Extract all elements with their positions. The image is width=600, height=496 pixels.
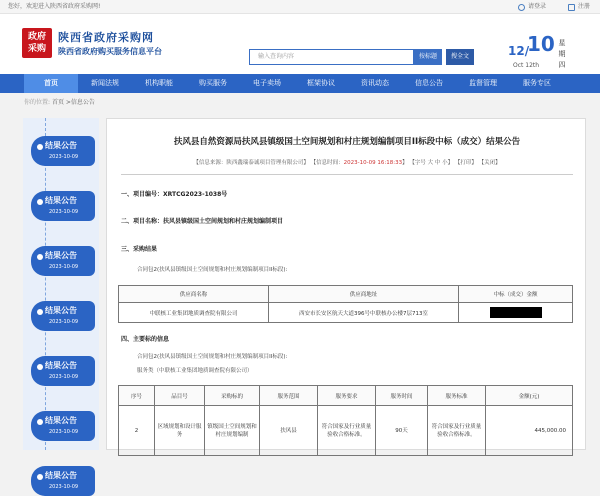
cell-award-amount [459, 303, 573, 323]
timeline-date: 2023-10-09 [49, 319, 79, 325]
timeline-item[interactable] [31, 466, 95, 496]
welcome-text: 您好，欢迎进入陕西省政府采购网! [8, 3, 101, 10]
main-nav [0, 74, 600, 93]
nav-announcements[interactable]: 信息公告 [415, 79, 443, 87]
cell-supplier-address: 西安市长安区航天大道396号中联核办公楼7层713室 [269, 303, 459, 323]
timeline-item[interactable] [31, 411, 95, 441]
nav-framework[interactable]: 框架协议 [307, 79, 335, 87]
register-link[interactable]: 注册 [568, 0, 590, 14]
timeline-label: 结果公告 [45, 196, 77, 205]
timeline-dot-icon [37, 309, 43, 315]
logo-line-2: 采购 [27, 44, 46, 54]
site-logo[interactable] [22, 28, 52, 58]
col-standard: 服务标准 [428, 386, 486, 406]
timeline-label: 结果公告 [45, 141, 77, 150]
items-table [118, 385, 573, 456]
cell-item-code: 区域规划和设计服务 [155, 406, 205, 456]
article-title: 扶风县自然资源局扶风县镇级国土空间规划和村庄规划编制项目II标段中标（成交）结果公告 [173, 137, 521, 147]
site-header [0, 14, 600, 74]
results-subtitle: 合同包2(扶风县镇级国土空间规划和村庄规划编制项目II标段): [137, 267, 288, 273]
timeline-dot-icon [37, 144, 43, 150]
date-english: Oct 12th [513, 62, 540, 69]
article-panel [106, 118, 586, 450]
col-requirement: 服务要求 [318, 386, 376, 406]
search-input[interactable]: 输入查询内容 [249, 49, 414, 65]
timeline-date: 2023-10-09 [49, 484, 79, 490]
cell-subject: 镇级国土空间规划和村庄规划编制 [205, 406, 260, 456]
meta-actions[interactable]: 】 【字号 大 中 小】 【打印】 【关闭】 [402, 160, 501, 166]
cell-amount: 445,000.00 [486, 406, 573, 456]
section-project-number: 一、项目编号：XRTCG2023-1038号 [121, 191, 228, 198]
timeline-date: 2023-10-09 [49, 429, 79, 435]
timeline-label: 结果公告 [45, 251, 77, 260]
timeline-date: 2023-10-09 [49, 264, 79, 270]
nav-services[interactable]: 购买服务 [199, 79, 227, 87]
article-meta [107, 158, 587, 166]
timeline-item[interactable] [31, 356, 95, 386]
timeline-dot-icon [37, 419, 43, 425]
section-project-name: 二、项目名称：扶风县镇级国土空间规划和村庄规划编制项目 [121, 218, 284, 225]
nav-home[interactable]: 首页 [24, 74, 78, 93]
section-main-items: 四、主要标的信息 [121, 336, 170, 343]
table-header-row [119, 286, 573, 303]
divider [121, 174, 573, 175]
timeline-item[interactable] [31, 191, 95, 221]
col-supplier-name: 供应商名称 [119, 286, 269, 303]
cell-index: 2 [119, 406, 155, 456]
col-scope: 服务范围 [260, 386, 318, 406]
table-row [119, 303, 573, 323]
meta-time: 2023-10-09 16:18:33 [343, 160, 403, 166]
timeline-line [45, 118, 46, 450]
timeline-item[interactable] [31, 301, 95, 331]
table-row [119, 406, 573, 456]
user-icon [518, 4, 525, 11]
site-title: 陕西省政府采购网 [58, 31, 154, 44]
results-table [118, 285, 573, 323]
timeline-label: 结果公告 [45, 306, 77, 315]
timeline-dot-icon [37, 199, 43, 205]
top-bar [0, 0, 600, 14]
search-full-text-button[interactable]: 搜全文 [446, 49, 474, 65]
col-award-amount: 中标（成交）金额 [459, 286, 573, 303]
timeline-date: 2023-10-09 [49, 374, 79, 380]
items-subtitle-2: 服务类（中联核工业集团地质调查院有限公司） [137, 368, 253, 374]
col-supplier-address: 供应商地址 [269, 286, 459, 303]
col-subject: 采购标的 [205, 386, 260, 406]
cell-requirement: 符合国家及行业质量验收合格标准。 [318, 406, 376, 456]
timeline-date: 2023-10-09 [49, 209, 79, 215]
nav-mall[interactable]: 电子卖场 [253, 79, 281, 87]
meta-source: 陕西鑫瑞泰诚项目管理有限公司 [226, 160, 304, 166]
search-by-title-button[interactable]: 按标题 [414, 49, 442, 65]
breadcrumb-path[interactable]: 首页 >信息公告 [51, 99, 95, 106]
timeline-date: 2023-10-09 [49, 154, 79, 160]
col-index: 序号 [119, 386, 155, 406]
timeline-sidebar [23, 118, 99, 490]
site-subtitle: 陕西省政府购买服务信息平台 [58, 47, 162, 56]
breadcrumb-prefix: 你的位置: [24, 99, 51, 106]
date-day: 10 [527, 32, 555, 56]
items-subtitle-1: 合同包2(扶风县镇级国土空间规划和村庄规划编制项目II标段): [137, 354, 288, 360]
breadcrumb [0, 95, 600, 111]
nav-service-zone[interactable]: 服务专区 [523, 79, 551, 87]
weekday: 星期四 [558, 39, 566, 69]
section-results: 三、采购结果 [121, 246, 158, 253]
cell-standard: 符合国家及行业质量验收合格标准。 [428, 406, 486, 456]
timeline-dot-icon [37, 474, 43, 480]
timeline-label: 结果公告 [45, 416, 77, 425]
timeline-item[interactable] [31, 246, 95, 276]
timeline-label: 结果公告 [45, 361, 77, 370]
cell-supplier-name: 中联核工业集团地质调查院有限公司 [119, 303, 269, 323]
meta-label: 】 【信息时间： [303, 160, 344, 166]
nav-updates[interactable]: 资讯动态 [361, 79, 389, 87]
col-item-code: 品目号 [155, 386, 205, 406]
login-link[interactable]: 请登录 [518, 0, 546, 14]
nav-agencies[interactable]: 机构职能 [145, 79, 173, 87]
logo-line-1: 政府 [27, 32, 46, 42]
redaction-block [490, 307, 542, 318]
timeline-item[interactable] [31, 136, 95, 166]
nav-supervision[interactable]: 监督管理 [469, 79, 497, 87]
register-icon [568, 4, 575, 11]
nav-news[interactable]: 新闻法规 [91, 79, 119, 87]
cell-scope: 扶风县 [260, 406, 318, 456]
col-duration: 服务时间 [376, 386, 428, 406]
meta-label: 【信息来源： [193, 160, 227, 166]
timeline-label: 结果公告 [45, 471, 77, 480]
table-header-row [119, 386, 573, 406]
cell-duration: 90天 [376, 406, 428, 456]
timeline-dot-icon [37, 254, 43, 260]
date-month: 12/ [508, 44, 530, 58]
timeline-dot-icon [37, 364, 43, 370]
col-amount: 金额(元) [486, 386, 573, 406]
